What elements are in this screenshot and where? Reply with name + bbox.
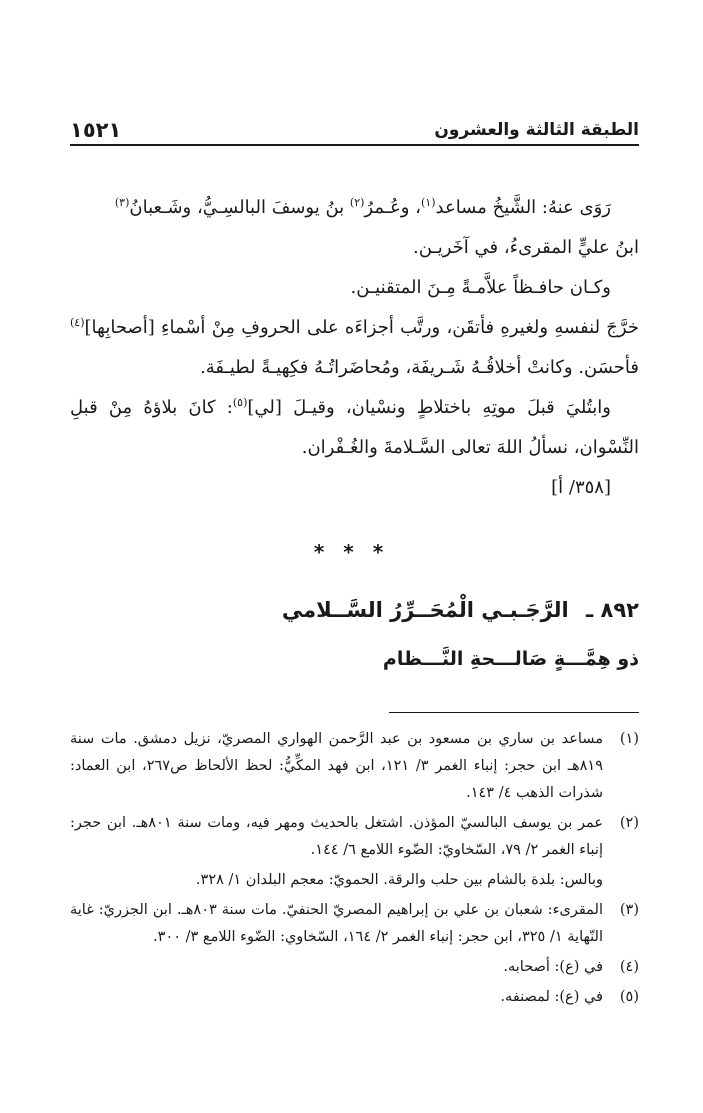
page-number: ١٥٢١ [70, 118, 122, 142]
footnote-text: عمر بن يوسف البالسيّ المؤذن. اشتغل بالحديث ومهر فيه، ومات سنة ٨٠١هـ. ابن حجر: إنباء الغمر ٢/ ٧٩، السّخاويّ: الضّوء اللامع ٦/ ١٤٤. [70, 815, 603, 858]
main-text [70, 188, 639, 508]
footnote-3 [70, 897, 639, 951]
header-rule [70, 144, 639, 146]
paragraph-works [70, 308, 639, 388]
paragraph-illness [70, 388, 639, 468]
footnote-ref-1[interactable]: (١) [420, 196, 436, 209]
paragraph-praise: وكـان حافـظاً علاَّمـةً مِـنَ المتقنيـن. [350, 277, 611, 298]
running-header-title: الطبقة الثالثة والعشرون [434, 120, 639, 140]
footnote-number: (٥) [619, 989, 639, 1005]
footnote-2-extra: وبالس: بلدة بالشام بين حلب والرقة. الحمويّ: معجم البلدان ١/ ٣٢٨. [195, 872, 603, 888]
footnote-ref-4[interactable]: (٤) [70, 316, 85, 329]
section-separator: * * * [313, 540, 390, 564]
text-span: ابنُ عليٍّ المقرىءُ، في آخَريـن. [413, 237, 639, 258]
footnote-number: (٤) [619, 959, 639, 975]
footnote-ref-2[interactable]: (٢) [349, 196, 365, 209]
text-span: ، وعُـمرُ [364, 197, 421, 218]
entry-heading [70, 598, 639, 622]
text-span: فأحسَن. وكانتْ أخلاقُـهُ شَـريفَة، ومُحاضَراتُـهُ فكِهيـةً لطيـفَة. [200, 357, 639, 378]
text-span: خرَّجَ لنفسهِ ولغيرهِ فأتقَن، ورتَّب أجزاءَه على الحروفِ مِنْ أسْماءِ [أصحابِها] [84, 317, 639, 338]
footnote-text: المقرىء: شعبان بن علي بن إبراهيم المصريّ الحنفيّ. مات سنة ٨٠٣هـ. ابن الجزريّ: غاية النّهاية ١/ ٣٢٥، ابن حجر: إنباء الغمر ٢/ ١٦٤، السّخاوي: الضّوء اللامع ٣/ ٣٠٠. [70, 902, 603, 945]
footnote-number: (٣) [619, 902, 639, 918]
footnote-ref-3[interactable]: (٣) [114, 196, 130, 209]
running-header [70, 112, 639, 146]
footnotes [70, 726, 639, 1014]
footnote-text: في (ع): أصحابه. [503, 959, 603, 975]
text-span: رَوَى عنهُ: الشَّيخُ مساعد [435, 197, 611, 218]
text-span: وابتُليَ قبلَ موتِهِ باختلاطٍ ونسْيان، وقيـلَ [لي] [247, 397, 611, 418]
text-span: : كانَ بلاؤهُ مِنْ قبلِ النِّسْوان، نسألُ اللهَ تعالى السَّـلامةَ والغُـفْران. [70, 397, 639, 458]
footnote-text: مساعد بن ساري بن مسعود بن عبد الرَّحمن الهواري المصريّ، نزيل دمشق. مات سنة ٨١٩هـ ابن حجر: إنباء الغمر ٣/ ١٢١، ابن فهد المكِّيُّ: لحظ الألحاظ ص٢٦٧، ابن العماد: شذرات الذهب ٤/ ١٤٣. [70, 731, 603, 801]
folio-mark: [٣٥٨/ أ] [551, 477, 611, 498]
footnote-2 [70, 810, 639, 864]
footnote-text: في (ع): لمصنفه. [500, 989, 603, 1005]
entry-subtitle: ذو هِمَّـــةٍ صَالـــحةِ النَّـــظام [382, 648, 639, 670]
footnote-number: (١) [619, 731, 639, 747]
entry-number: ٨٩٢ ـ [586, 598, 639, 622]
entry-name: الرَّجَـبـي الْمُحَــرِّرُ السَّــلامي [281, 598, 569, 622]
text-span: بنُ يوسفَ البالسِـيُّ، وشَـعبانُ [129, 197, 350, 218]
footnote-1 [70, 726, 639, 807]
footnote-ref-5[interactable]: (٥) [232, 396, 248, 409]
paragraph-narrators [70, 188, 639, 268]
footnote-5 [70, 984, 639, 1011]
footnote-4 [70, 954, 639, 981]
footnote-number: (٢) [619, 815, 639, 831]
footnote-rule [389, 712, 639, 713]
